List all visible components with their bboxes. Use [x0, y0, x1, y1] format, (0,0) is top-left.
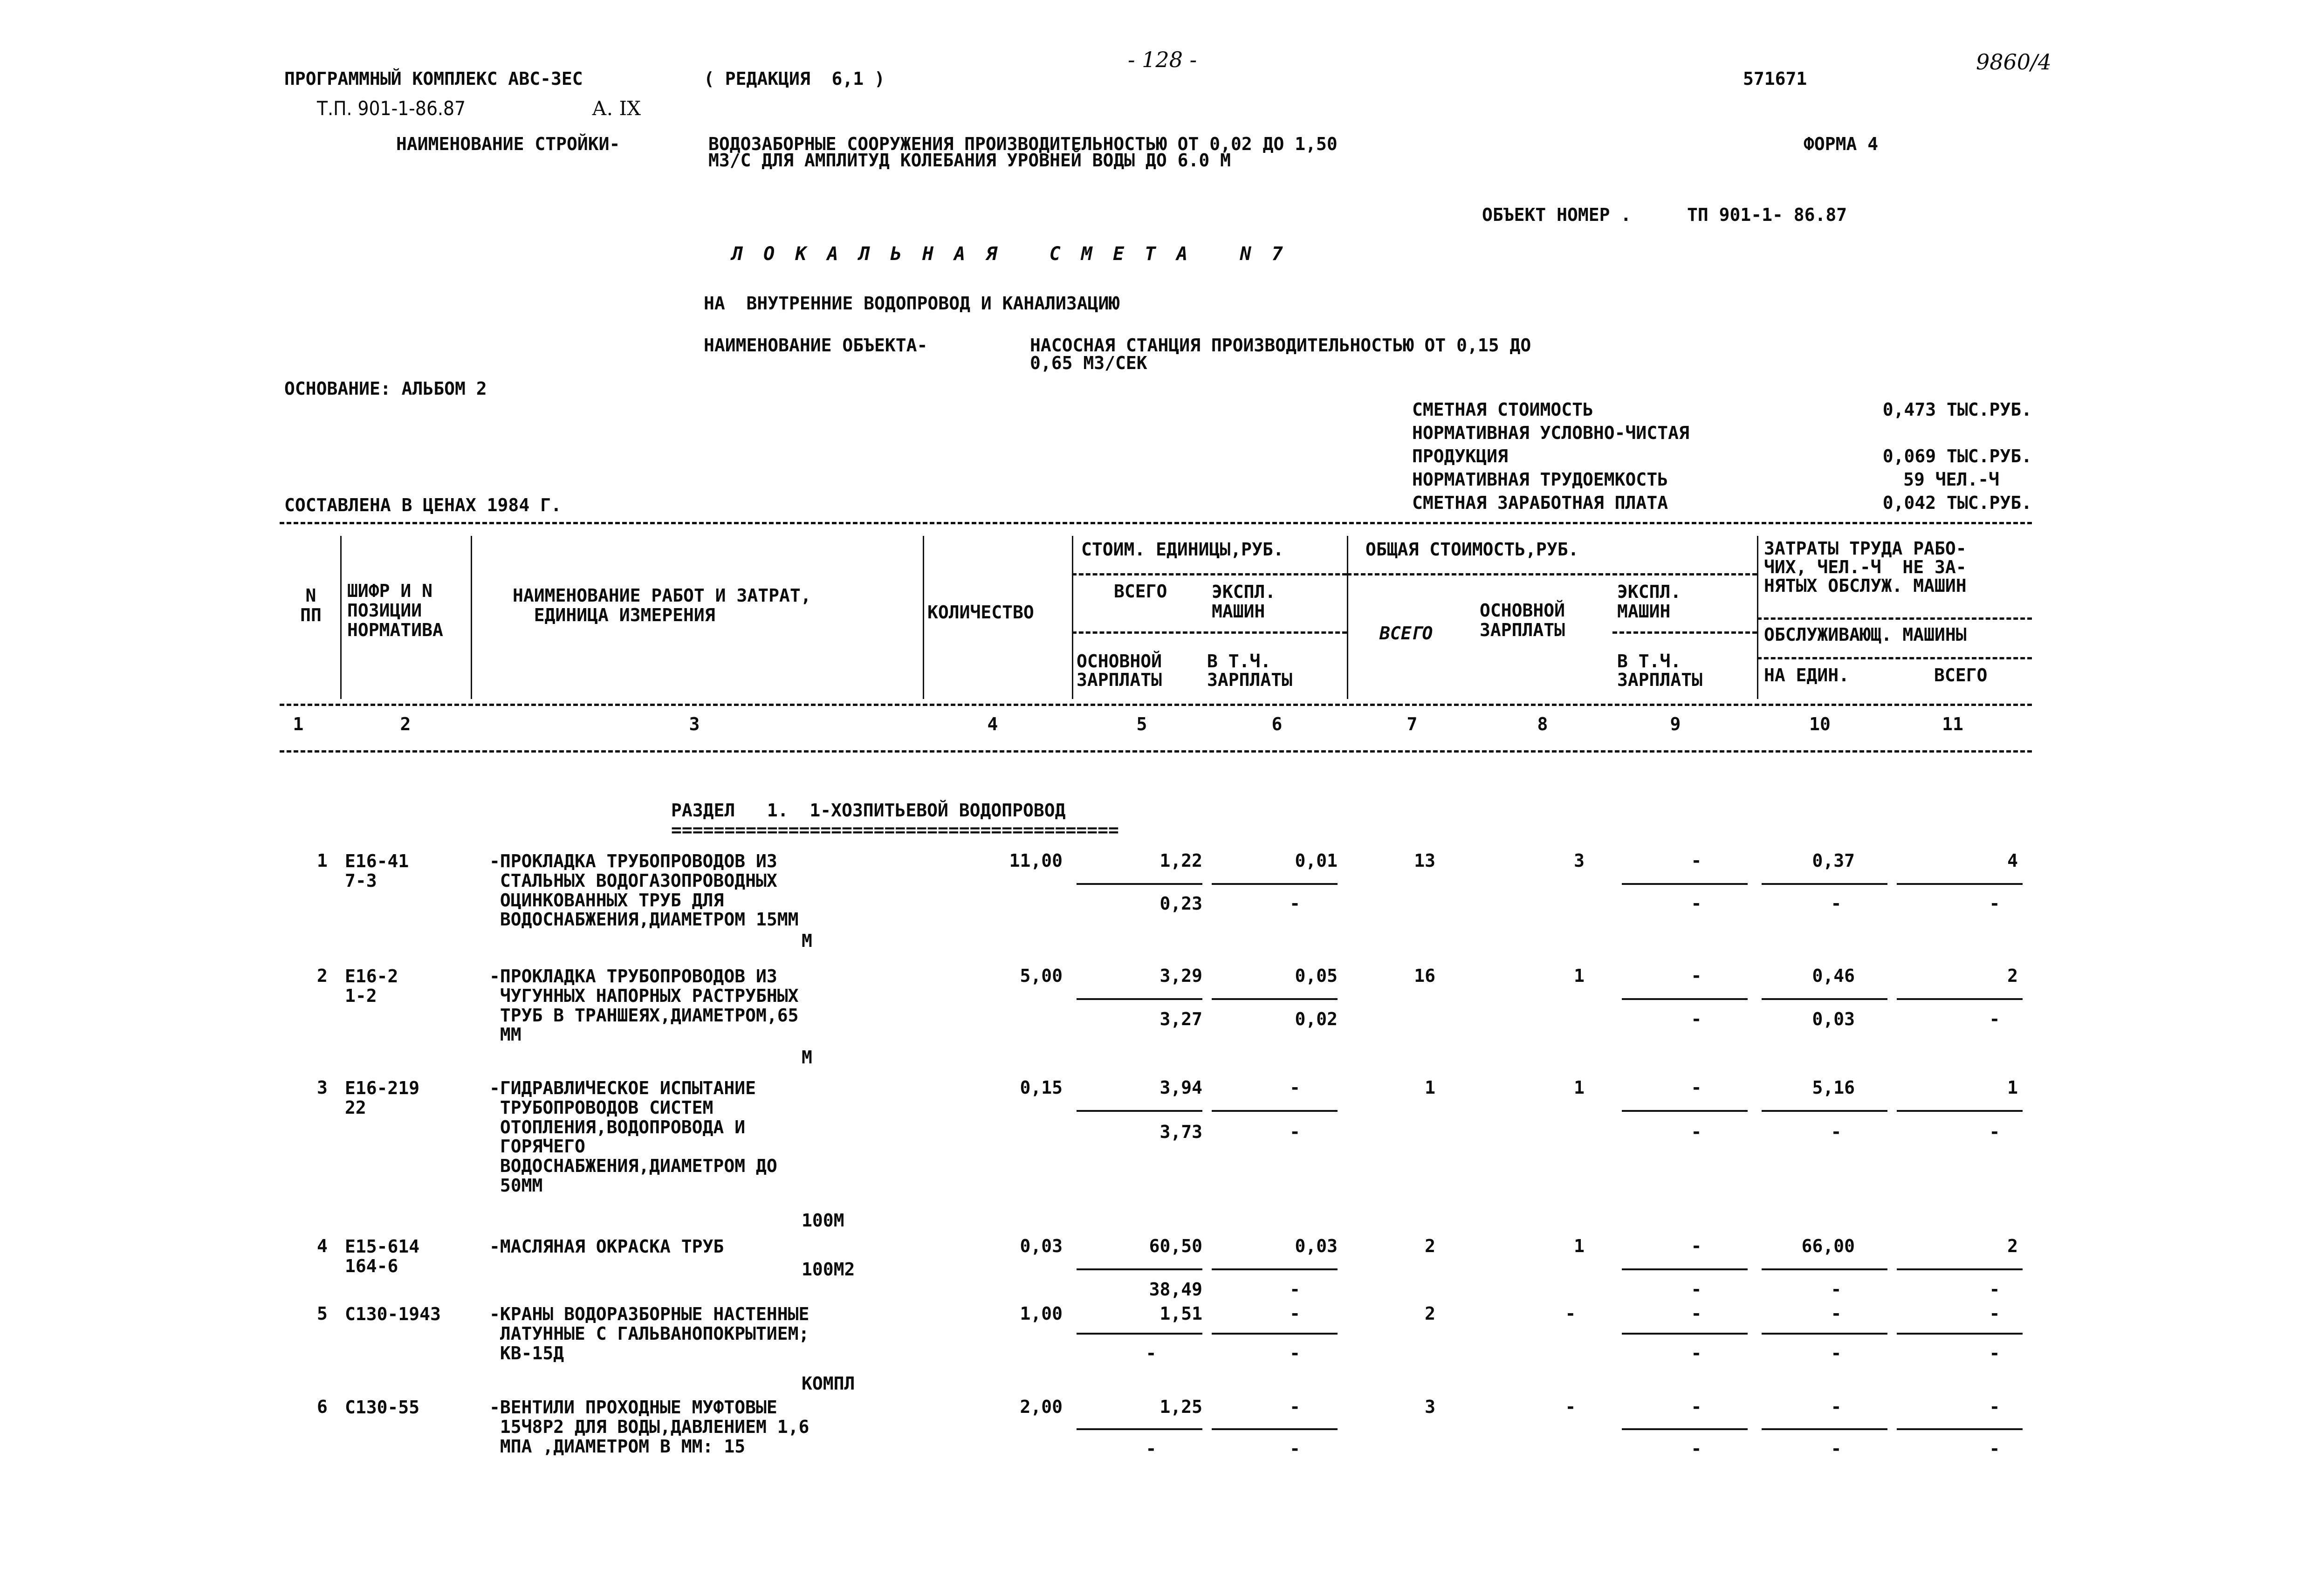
- row-unit-wage: -: [1146, 1343, 1157, 1363]
- row-number: 2: [317, 966, 328, 986]
- row-unit-machines: -: [1290, 1397, 1300, 1417]
- row-labor-machines-total: -: [1989, 1009, 2000, 1029]
- sub-rule: [1072, 631, 1347, 634]
- row-qty: 1,00: [1020, 1303, 1063, 1324]
- column-number-rule: [280, 750, 2032, 753]
- row-total-machines: -: [1691, 850, 1702, 871]
- construction-line-2: М3/С ДЛЯ АМПЛИТУД КОЛЕБАНИЯ УРОВНЕЙ ВОДЫ ДО 6.0 М: [708, 150, 1231, 171]
- col-number: 10: [1809, 714, 1831, 734]
- cell-divider: [1212, 1268, 1338, 1270]
- cell-divider: [1622, 998, 1748, 1000]
- cell-divider: [1897, 1428, 2023, 1430]
- col-number: 11: [1942, 714, 1963, 734]
- row-code: Е15-614 164-6: [345, 1236, 420, 1276]
- col-number: 4: [987, 714, 998, 734]
- cell-divider: [1077, 1110, 1202, 1112]
- col-header-total-all: ВСЕГО: [1379, 623, 1433, 644]
- row-unit-total: 3,94: [1159, 1077, 1202, 1098]
- cell-divider: [1077, 998, 1202, 1000]
- section-underline: ==========================================: [671, 820, 1119, 840]
- row-unit: 100М2: [802, 1259, 855, 1280]
- row-total-machines: -: [1691, 1397, 1702, 1417]
- row-qty: 2,00: [1020, 1397, 1063, 1417]
- row-total: 2: [1425, 1236, 1435, 1256]
- row-qty: 0,03: [1020, 1236, 1063, 1256]
- row-qty: 5,00: [1020, 966, 1063, 986]
- basis: ОСНОВАНИЕ: АЛЬБОМ 2: [284, 378, 487, 399]
- object-number: ТП 901-1- 86.87: [1687, 205, 1847, 225]
- row-unit-incl-wage: -: [1290, 1438, 1300, 1459]
- cell-divider: [1212, 883, 1338, 885]
- object-label: ОБЪЕКТ НОМЕР .: [1482, 205, 1632, 225]
- row-number: 6: [317, 1397, 328, 1417]
- col-number: 3: [689, 714, 700, 734]
- row-total-wage: 1: [1574, 1236, 1585, 1256]
- row-code: Е16-2 1-2: [345, 966, 398, 1006]
- sub-rule: [1347, 573, 1757, 575]
- col-header-unit-total: ВСЕГО: [1114, 581, 1167, 602]
- row-unit-wage: 38,49: [1149, 1279, 1202, 1300]
- row-unit: КОМПЛ: [802, 1373, 855, 1394]
- row-unit-machines: 0,01: [1295, 850, 1338, 871]
- cell-divider: [1077, 883, 1202, 885]
- row-unit-incl-wage: -: [1290, 1279, 1300, 1300]
- row-labor-machines-unit: -: [1831, 1122, 1842, 1142]
- row-labor-machines-unit: -: [1831, 1438, 1842, 1459]
- summary-value-1: 0,473 ТЫС.РУБ.: [1882, 399, 2032, 420]
- object-name-line-1: НАСОСНАЯ СТАНЦИЯ ПРОИЗВОДИТЕЛЬНОСТЬЮ ОТ 0,15 ДО: [1030, 335, 1531, 356]
- section-title: РАЗДЕЛ 1. 1-ХОЗПИТЬЕВОЙ ВОДОПРОВОД: [671, 800, 1066, 821]
- row-unit-machines: -: [1290, 1077, 1300, 1098]
- row-unit-wage: -: [1146, 1438, 1157, 1459]
- cell-divider: [1622, 1428, 1748, 1430]
- row-labor-machines-total: -: [1989, 1343, 2000, 1363]
- cell-divider: [1762, 1428, 1887, 1430]
- row-total: 16: [1414, 966, 1435, 986]
- row-labor-unit: 0,46: [1812, 966, 1855, 986]
- row-unit-wage: 3,73: [1159, 1122, 1202, 1142]
- row-labor-total: 2: [2007, 1236, 2018, 1256]
- cell-divider: [1077, 1333, 1202, 1335]
- row-unit-machines: 0,03: [1295, 1236, 1338, 1256]
- album-number: А. IX: [592, 97, 641, 120]
- row-code: Е16-219 22: [345, 1078, 420, 1118]
- summary-label-2: НОРМАТИВНАЯ УСЛОВНО-ЧИСТАЯ: [1412, 423, 1689, 443]
- row-unit-incl-wage: -: [1290, 893, 1300, 914]
- row-labor-unit: 66,00: [1801, 1236, 1855, 1256]
- summary-value-4: 59 ЧЕЛ.-Ч: [1903, 469, 1999, 490]
- row-name: -ГИДРАВЛИЧЕСКОЕ ИСПЫТАНИЕ ТРУБОПРОВОДОВ СИСТЕМ ОТОПЛЕНИЯ,ВОДОПРОВОДА И ГОРЯЧЕГО ВОДОСНАБЖЕНИЯ,ДИАМЕТРОМ ДО 50ММ: [489, 1078, 777, 1196]
- summary-label-5: СМЕТНАЯ ЗАРАБОТНАЯ ПЛАТА: [1412, 493, 1668, 513]
- row-qty: 11,00: [1009, 850, 1063, 871]
- col-number: 6: [1271, 714, 1283, 734]
- cell-divider: [1897, 998, 2023, 1000]
- col-header-labor-machines: ОБСЛУЖИВАЮЩ. МАШИНЫ: [1764, 624, 1967, 645]
- row-total: 13: [1414, 850, 1435, 871]
- cell-divider: [1622, 1110, 1748, 1112]
- col-header-unit-cost: СТОИМ. ЕДИНИЦЫ,РУБ.: [1081, 539, 1284, 560]
- row-labor-machines-total: -: [1989, 1122, 2000, 1142]
- row-unit: 100М: [802, 1210, 844, 1231]
- col-header-unit-machines: ЭКСПЛ. МАШИН: [1212, 582, 1276, 622]
- row-labor-total: -: [1989, 1397, 2000, 1417]
- cell-divider: [1897, 883, 2023, 885]
- row-number: 4: [317, 1236, 328, 1256]
- row-unit-machines: -: [1290, 1303, 1300, 1324]
- row-labor-machines-unit: -: [1831, 1343, 1842, 1363]
- row-qty: 0,15: [1020, 1077, 1063, 1098]
- row-labor-machines-total: -: [1989, 1279, 2000, 1300]
- header-top-rule: [280, 522, 2032, 524]
- col-number: 7: [1406, 714, 1418, 734]
- row-total-wage: 1: [1574, 966, 1585, 986]
- row-labor-machines-unit: 0,03: [1812, 1009, 1855, 1029]
- summary-label-1: СМЕТНАЯ СТОИМОСТЬ: [1412, 399, 1593, 420]
- sub-rule: [1612, 631, 1757, 634]
- row-labor-machines-total: -: [1989, 1438, 2000, 1459]
- row-labor-unit: -: [1831, 1397, 1842, 1417]
- cell-divider: [1762, 998, 1887, 1000]
- archive-number: 9860/4: [1976, 49, 2051, 75]
- cell-divider: [1622, 883, 1748, 885]
- object-name-line-2: 0,65 М3/СЕК: [1030, 353, 1147, 373]
- sub-rule: [1757, 617, 2032, 620]
- col-number: 9: [1670, 714, 1681, 734]
- row-total-incl-wage: -: [1691, 1009, 1702, 1029]
- col-number: 5: [1136, 714, 1147, 734]
- col-sep: [340, 536, 342, 699]
- cell-divider: [1762, 1333, 1887, 1335]
- row-name: -КРАНЫ ВОДОРАЗБОРНЫЕ НАСТЕННЫЕ ЛАТУННЫЕ С ГАЛЬВАНОПОКРЫТИЕМ; КВ-15Д: [489, 1304, 810, 1363]
- row-unit: М: [802, 1047, 812, 1068]
- sub-rule: [1072, 573, 1347, 575]
- row-name: -ПРОКЛАДКА ТРУБОПРОВОДОВ ИЗ ЧУГУННЫХ НАПОРНЫХ РАСТРУБНЫХ ТРУБ В ТРАНШЕЯХ,ДИАМЕТРОМ,65 ММ: [489, 966, 799, 1045]
- cell-divider: [1897, 1268, 2023, 1270]
- row-labor-machines-total: -: [1989, 893, 2000, 914]
- page-number: - 128 -: [1128, 47, 1197, 72]
- row-unit-total: 1,51: [1159, 1303, 1202, 1324]
- row-total-wage: -: [1565, 1303, 1576, 1324]
- col-header-name: НАИМЕНОВАНИЕ РАБОТ И ЗАТРАТ, ЕДИНИЦА ИЗМЕРЕНИЯ: [513, 585, 811, 625]
- construction-line-1: ВОДОЗАБОРНЫЕ СООРУЖЕНИЯ ПРОИЗВОДИТЕЛЬНОСТЬЮ ОТ 0,02 ДО 1,50: [708, 134, 1338, 154]
- row-unit-total: 1,25: [1159, 1397, 1202, 1417]
- col-sep: [471, 536, 472, 699]
- row-labor-unit: 5,16: [1812, 1077, 1855, 1098]
- row-unit-wage: 3,27: [1159, 1009, 1202, 1029]
- summary-label-3: ПРОДУКЦИЯ: [1412, 446, 1508, 466]
- col-header-code: ШИФР И N ПОЗИЦИИ НОРМАТИВА: [347, 581, 443, 640]
- cell-divider: [1212, 1333, 1338, 1335]
- cell-divider: [1077, 1268, 1202, 1270]
- row-total-machines: -: [1691, 1077, 1702, 1098]
- row-total-wage: 1: [1574, 1077, 1585, 1098]
- sub-rule: [1757, 657, 2032, 659]
- program-name: ПРОГРАММНЫЙ КОМПЛЕКС АВС-3ЕС: [284, 68, 583, 89]
- form-label: ФОРМА 4: [1804, 134, 1879, 154]
- cell-divider: [1077, 1428, 1202, 1430]
- row-unit-total: 1,22: [1159, 850, 1202, 871]
- col-header-total-cost: ОБЩАЯ СТОИМОСТЬ,РУБ.: [1365, 539, 1579, 560]
- cell-divider: [1762, 883, 1887, 885]
- col-sep: [923, 536, 924, 699]
- row-code: Е16-41 7-3: [345, 851, 409, 891]
- row-unit-total: 3,29: [1159, 966, 1202, 986]
- col-header-no: N ПП: [300, 585, 322, 625]
- price-basis: СОСТАВЛЕНА В ЦЕНАХ 1984 Г.: [284, 495, 562, 515]
- object-name-label: НАИМЕНОВАНИЕ ОБЪЕКТА-: [704, 335, 928, 356]
- construction-label: НАИМЕНОВАНИЕ СТРОЙКИ-: [396, 134, 620, 154]
- row-total-wage: 3: [1574, 850, 1585, 871]
- col-header-total-base-wage: ОСНОВНОЙ ЗАРПЛАТЫ: [1480, 600, 1565, 640]
- row-labor-machines-unit: -: [1831, 1279, 1842, 1300]
- row-total: 1: [1425, 1077, 1435, 1098]
- row-labor-machines-unit: -: [1831, 893, 1842, 914]
- estimate-subject: НА ВНУТРЕННИЕ ВОДОПРОВОД И КАНАЛИЗАЦИЮ: [704, 293, 1120, 314]
- row-code: С130-55: [345, 1397, 420, 1418]
- row-unit-machines: 0,05: [1295, 966, 1338, 986]
- cell-divider: [1622, 1268, 1748, 1270]
- row-number: 3: [317, 1077, 328, 1098]
- col-number: 2: [400, 714, 411, 734]
- col-header-unit-base-wage: ОСНОВНОЙ ЗАРПЛАТЫ: [1077, 651, 1162, 690]
- cell-divider: [1897, 1110, 2023, 1112]
- col-sep: [1072, 536, 1073, 699]
- row-total-machines: -: [1691, 966, 1702, 986]
- cell-divider: [1897, 1333, 2023, 1335]
- cell-divider: [1212, 1428, 1338, 1430]
- tp-number: Т.П. 901-1-86.87: [317, 97, 466, 120]
- cell-divider: [1762, 1268, 1887, 1270]
- row-total-machines: -: [1691, 1303, 1702, 1324]
- col-header-total-machines: ЭКСПЛ. МАШИН: [1617, 582, 1681, 622]
- summary-value-5: 0,042 ТЫС.РУБ.: [1882, 493, 2032, 513]
- row-total-incl-wage: -: [1691, 1438, 1702, 1459]
- row-name: -ПРОКЛАДКА ТРУБОПРОВОДОВ ИЗ СТАЛЬНЫХ ВОДОГАЗОПРОВОДНЫХ ОЦИНКОВАННЫХ ТРУБ ДЛЯ ВОДОСНАБЖЕНИЯ,ДИАМЕТРОМ 15ММ: [489, 851, 799, 930]
- row-labor-total: 4: [2007, 850, 2018, 871]
- cell-divider: [1212, 998, 1338, 1000]
- header-bottom-rule: [280, 704, 2032, 706]
- row-labor-unit: -: [1831, 1303, 1842, 1324]
- row-labor-total: -: [1989, 1303, 2000, 1324]
- summary-value-3: 0,069 ТЫС.РУБ.: [1882, 446, 2032, 466]
- row-total: 3: [1425, 1397, 1435, 1417]
- col-header-labor-total: ВСЕГО: [1934, 665, 1988, 685]
- row-unit: М: [802, 931, 812, 951]
- row-code: С130-1943: [345, 1304, 441, 1324]
- col-header-labor-unit: НА ЕДИН.: [1764, 665, 1850, 685]
- row-number: 5: [317, 1303, 328, 1324]
- col-header-labor: ЗАТРАТЫ ТРУДА РАБО- ЧИХ, ЧЕЛ.-Ч НЕ ЗА- НЯТЫХ ОБСЛУЖ. МАШИН: [1764, 538, 1967, 596]
- col-sep: [1347, 536, 1348, 699]
- row-unit-incl-wage: -: [1290, 1122, 1300, 1142]
- row-total-wage: -: [1565, 1397, 1576, 1417]
- row-total-incl-wage: -: [1691, 1279, 1702, 1300]
- row-unit-incl-wage: -: [1290, 1343, 1300, 1363]
- cell-divider: [1212, 1110, 1338, 1112]
- row-total-incl-wage: -: [1691, 893, 1702, 914]
- row-name: -МАСЛЯНАЯ ОКРАСКА ТРУБ: [489, 1236, 724, 1257]
- col-header-qty: КОЛИЧЕСТВО: [927, 602, 1034, 623]
- col-header-unit-incl-wage: В Т.Ч. ЗАРПЛАТЫ: [1207, 651, 1293, 690]
- col-header-total-incl-wage: В Т.Ч. ЗАРПЛАТЫ: [1617, 651, 1703, 690]
- row-labor-unit: 0,37: [1812, 850, 1855, 871]
- row-labor-total: 2: [2007, 966, 2018, 986]
- row-unit-wage: 0,23: [1159, 893, 1202, 914]
- row-unit-total: 60,50: [1149, 1236, 1202, 1256]
- cell-divider: [1762, 1110, 1887, 1112]
- document-code: 571671: [1743, 68, 1807, 89]
- row-labor-total: 1: [2007, 1077, 2018, 1098]
- summary-label-4: НОРМАТИВНАЯ ТРУДОЕМКОСТЬ: [1412, 469, 1668, 490]
- cell-divider: [1622, 1333, 1748, 1335]
- row-total-incl-wage: -: [1691, 1343, 1702, 1363]
- document-title: Л О К А Л Ь Н А Я С М Е Т А N 7: [732, 243, 1288, 265]
- row-total-incl-wage: -: [1691, 1122, 1702, 1142]
- col-number: 8: [1537, 714, 1548, 734]
- col-number: 1: [293, 714, 304, 734]
- row-number: 1: [317, 850, 328, 871]
- row-total-machines: -: [1691, 1236, 1702, 1256]
- edition: ( РЕДАКЦИЯ 6,1 ): [704, 68, 885, 89]
- row-total: 2: [1425, 1303, 1435, 1324]
- row-unit-incl-wage: 0,02: [1295, 1009, 1338, 1029]
- row-name: -ВЕНТИЛИ ПРОХОДНЫЕ МУФТОВЫЕ 15Ч8Р2 ДЛЯ ВОДЫ,ДАВЛЕНИЕМ 1,6 МПА ,ДИАМЕТРОМ В ММ: 15: [489, 1397, 810, 1457]
